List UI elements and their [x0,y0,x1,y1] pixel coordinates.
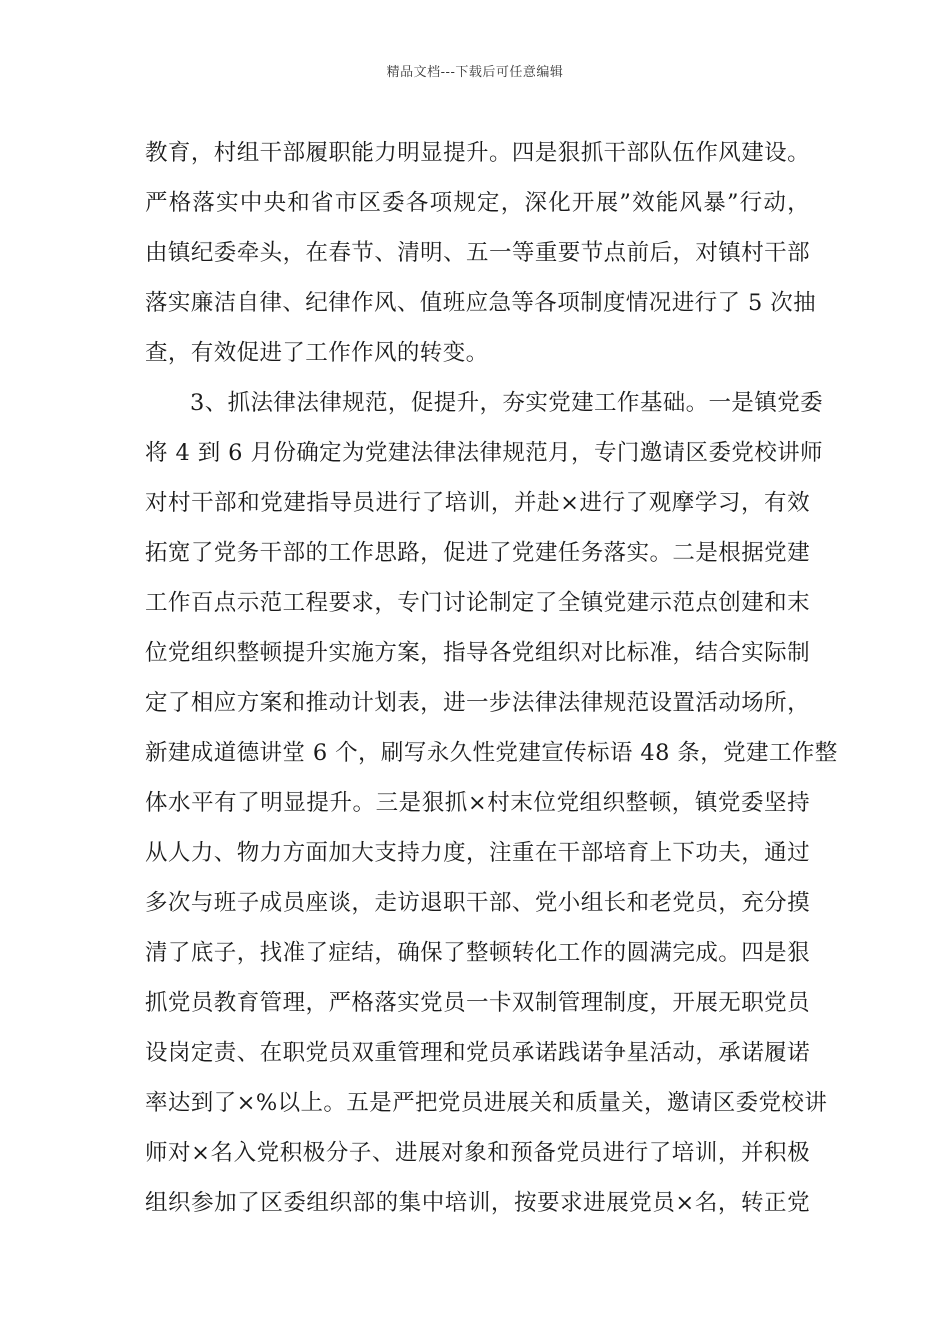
text-line: 对村干部和党建指导员进行了培训，并赴×进行了观摩学习，有效 [145,490,810,516]
text-line: 将 4 到 6 月份确定为党建法律法律规范月，专门邀请区委党校讲师 [145,440,823,466]
text-line: 工作百点示范工程要求，专门讨论制定了全镇党建示范点创建和末 [145,590,810,616]
text-line: 体水平有了明显提升。三是狠抓×村末位党组织整顿，镇党委坚持 [145,790,810,816]
text-line: 师对×名入党积极分子、进展对象和预备党员进行了培训，并积极 [145,1140,810,1166]
text-line: 位党组织整顿提升实施方案，指导各党组织对比标准，结合实际制 [145,640,810,666]
text-line: 清了底子，找准了症结，确保了整顿转化工作的圆满完成。四是狠 [145,940,810,966]
text-line: 率达到了×%以上。五是严把党员进展关和质量关，邀请区委党校讲 [145,1090,828,1116]
paragraph-first-line: 3、抓法律法律规范，促提升，夯实党建工作基础。一是镇党委 [190,390,824,416]
text-line: 多次与班子成员座谈，走访退职干部、党小组长和老党员，充分摸 [145,890,810,916]
text-line: 查，有效促进了工作作风的转变。 [145,340,489,366]
text-line: 设岗定责、在职党员双重管理和党员承诺践诺争星活动，承诺履诺 [145,1040,810,1066]
text-line: 教育，村组干部履职能力明显提升。四是狠抓干部队伍作风建设。 [145,140,810,166]
text-line: 新建成道德讲堂 6 个，刷写永久性党建宣传标语 48 条，党建工作整 [145,740,838,766]
text-line: 落实廉洁自律、纪律作风、值班应急等各项制度情况进行了 5 次抽 [145,290,817,316]
text-line: 拓宽了党务干部的工作思路，促进了党建任务落实。二是根据党建 [145,540,810,566]
page-header: 精品文档---下载后可任意编辑 [386,65,564,80]
text-line: 抓党员教育管理，严格落实党员一卡双制管理制度，开展无职党员 [145,990,810,1016]
text-line: 严格落实中央和省市区委各项规定，深化开展”效能风暴”行动， [145,190,810,216]
text-line: 组织参加了区委组织部的集中培训，按要求进展党员×名，转正党 [145,1190,810,1216]
text-line: 由镇纪委牵头，在春节、清明、五一等重要节点前后，对镇村干部 [145,240,810,266]
text-line: 从人力、物力方面加大支持力度，注重在干部培育上下功夫，通过 [145,840,810,866]
text-line: 定了相应方案和推动计划表，进一步法律法律规范设置活动场所， [145,690,810,716]
